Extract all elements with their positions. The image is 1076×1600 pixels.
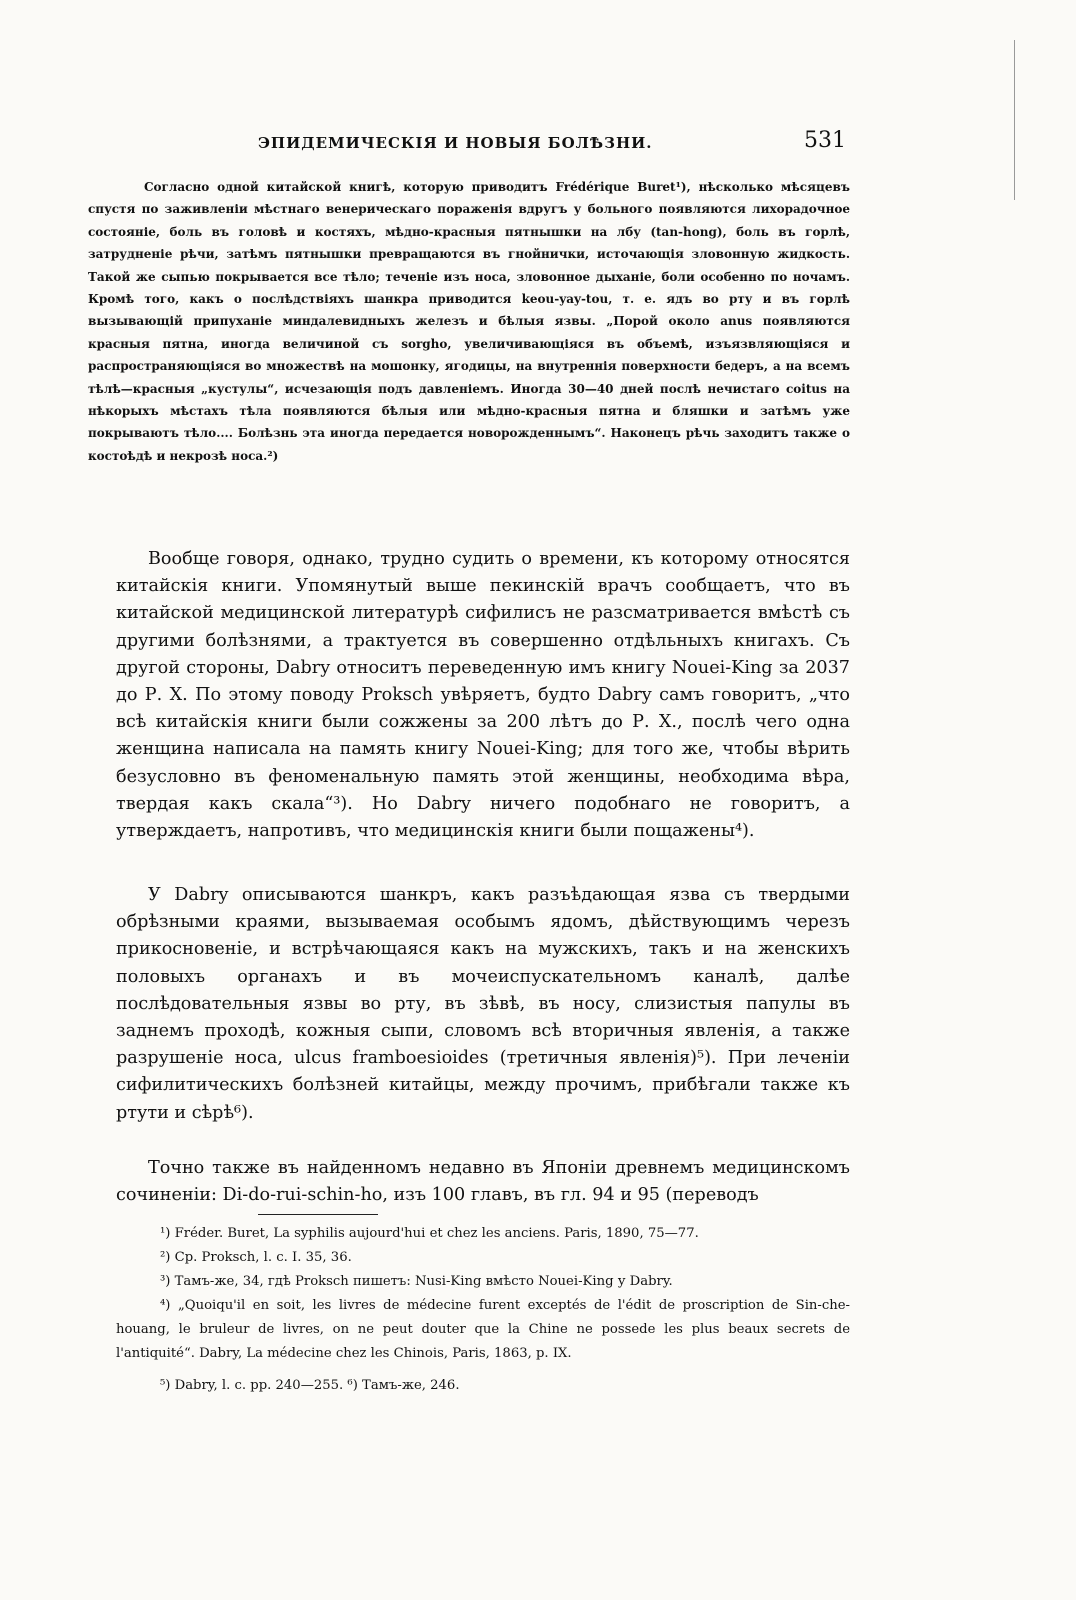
running-title: ЭПИДЕМИЧЕСКІЯ И НОВЫЯ БОЛѢЗНИ.	[258, 134, 653, 152]
footnote-5-6: ⁵) Dabry, l. c. pp. 240—255. ⁶) Тамъ-же, 246.	[160, 1378, 460, 1393]
small-print-paragraph: Согласно одной китайской книгѣ, которую приводитъ Frédérique Buret¹), нѣсколько мѣсяцевъ спустя по заживленіи мѣстнаго венерическаго пораженія вдругъ у больного появляются лихорадочное состояніе, боль въ головѣ и костяхъ, мѣдно-красныя пятнышки на лбу (tan-hong), боль въ горлѣ, затрудненіе рѣчи, затѣмъ пятнышки превращаются въ гнойнички, источающія зловонную жидкость. Такой же сыпью покрывается все тѣло; теченіе изъ носа, зловонное дыханіе, боли особенно по ночамъ. Кромѣ того, какъ о послѣдствіяхъ шанкра приводится keou-yay-tou, т. е. ядъ во рту и въ горлѣ вызывающій припуханіе миндалевидныхъ железъ и бѣлыя язвы. „Порой около anus появляются красныя пятна, иногда величиной съ sorgho, увеличивающіяся въ объемѣ, изъязвляющіяся и распространяющіяся во множествѣ на мошонку, ягодицы, на внутреннія поверхности бедеръ, а на всемъ тѣлѣ—красныя „кустулы“, исчезающія подъ давленіемъ. Иногда 30—40 дней послѣ нечистаго coitus на нѣкорыхъ мѣстахъ тѣла появляются бѣлыя или мѣдно-красныя пятна и бляшки и затѣмъ уже покрываютъ тѣло.... Болѣзнь эта иногда передается новорожденнымъ“. Наконецъ рѣчь заходитъ также о костоѣдѣ и некрозѣ носа.²)	[88, 180, 850, 463]
footnote-2: ²) Ср. Proksch, l. c. I. 35, 36.	[160, 1250, 352, 1265]
footnote-4: ⁴) „Quoiqu'il en soit, les livres de médecine furent exceptés de l'édit de proscription de Sin-che-houang, le bruleur de livres, on ne peut douter que la Chine ne possede les plus beaux secrets de l'antiquité“. Dabry, La médecine chez les Chinois, Paris, 1863, p. IX.	[116, 1298, 850, 1361]
footnotes	[116, 1222, 850, 1398]
page-edge-line	[1014, 40, 1015, 200]
page-number: 531	[804, 128, 846, 153]
body-paragraph-2: У Dabry описываются шанкръ, какъ разъѣдающая язва съ твердыми обрѣзными краями, вызываемая особымъ ядомъ, дѣйствующимъ черезъ прикосновеніе, и встрѣчающаяся какъ на мужскихъ, такъ и на женскихъ половыхъ органахъ и въ мочеиспускательномъ каналѣ, далѣе послѣдовательныя язвы во рту, въ зѣвѣ, въ носу, слизистыя папулы въ заднемъ проходѣ, кожныя сыпи, словомъ всѣ вторичныя явленія, а также разрушеніе носа, ulcus frambоesioides (третичныя явленія)⁵). При леченіи сифилитическихъ болѣзней китайцы, между прочимъ, прибѣгали также къ ртути и сѣрѣ⁶).	[116, 885, 850, 1123]
footnote-rule	[258, 1214, 378, 1215]
footnote-3: ³) Тамъ-же, 34, гдѣ Proksch пишетъ: Nusi-King вмѣсто Nouei-King у Dabry.	[160, 1274, 673, 1289]
body-paragraph-3: Точно также въ найденномъ недавно въ Японіи древнемъ медицинскомъ сочиненіи: Di-do-rui-schin-ho, изъ 100 главъ, въ гл. 94 и 95 (переводъ	[116, 1158, 850, 1206]
page-header	[130, 128, 850, 162]
footnote-1: ¹) Fréder. Buret, La syphilis aujourd'hui et chez les anciens. Paris, 1890, 75—77.	[160, 1226, 699, 1241]
body-paragraph-1: Вообще говоря, однако, трудно судить о времени, къ которому относятся китайскія книги. Упомянутый выше пекинскій врачъ сообщаетъ, что въ китайской медицинской литературѣ сифилисъ не разсматривается вмѣстѣ съ другими болѣзнями, а трактуется въ совершенно отдѣльныхъ книгахъ. Съ другой стороны, Dabry относитъ переведенную имъ книгу Nouei-King за 2037 до Р. Х. По этому поводу Proksch увѣряетъ, будто Dabry самъ говоритъ, „что всѣ китайскія книги были сожжены за 200 лѣтъ до Р. Х., послѣ чего одна женщина написала на память книгу Nouei-King; для того же, чтобы вѣрить безусловно въ феноменальную память этой женщины, необходима вѣра, твердая какъ скала“³). Но Dabry ничего подобнаго не говоритъ, а утверждаетъ, напротивъ, что медицинскія книги были пощажены⁴).	[116, 549, 850, 842]
